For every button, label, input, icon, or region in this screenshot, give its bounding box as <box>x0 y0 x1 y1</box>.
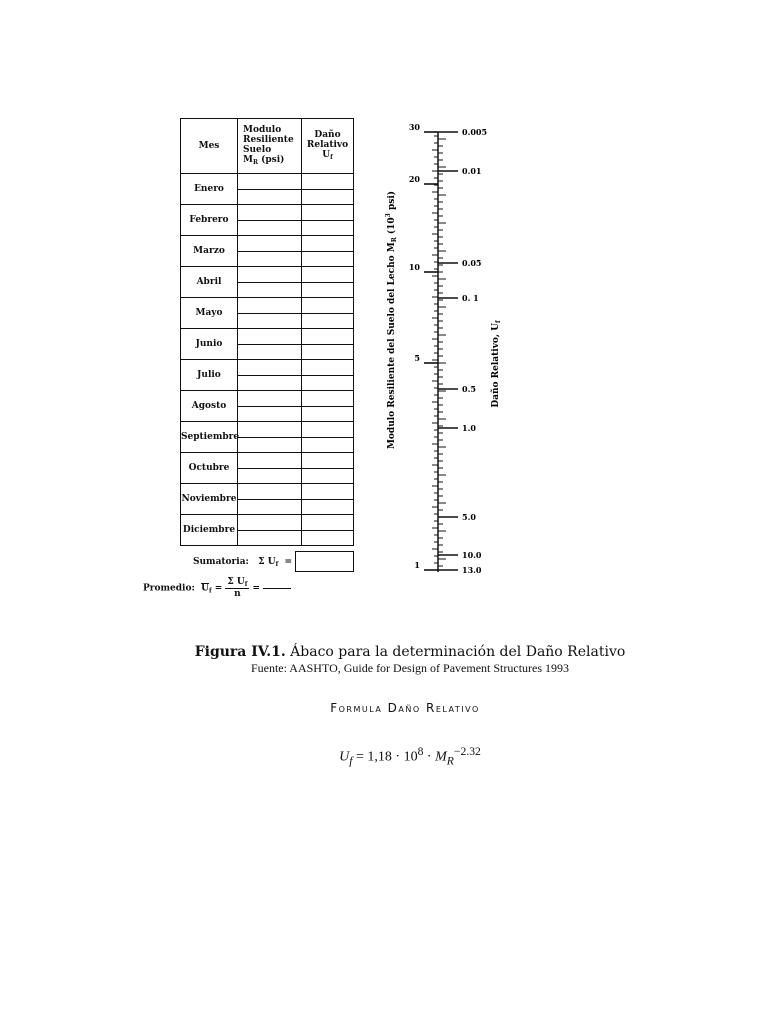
damage-cell <box>302 298 354 314</box>
damage-tick-label: 1.0 <box>462 423 476 433</box>
modulus-tick-label: 20 <box>408 174 420 184</box>
damage-cell <box>302 251 354 267</box>
modulus-cell <box>238 468 302 484</box>
avg-numerator-subscript: f <box>244 581 248 588</box>
month-row <box>181 453 354 469</box>
formula-exponent: 8 <box>417 745 424 758</box>
header-modulus <box>238 119 302 174</box>
month-label: Marzo <box>181 236 238 267</box>
damage-formula <box>300 745 520 767</box>
month-label: Octubre <box>181 453 238 484</box>
month-label: Enero <box>181 174 238 205</box>
modulus-cell <box>238 282 302 298</box>
damage-cell <box>302 174 354 190</box>
formula-coefficient: = 1,18 · 10 <box>356 749 418 765</box>
modulus-cell <box>238 530 302 546</box>
damage-cell <box>302 189 354 205</box>
month-row <box>181 484 354 500</box>
month-row <box>181 360 354 376</box>
modulus-cell <box>238 298 302 314</box>
month-label: Junio <box>181 329 238 360</box>
month-label: Agosto <box>181 391 238 422</box>
table-body <box>181 174 354 546</box>
modulus-cell <box>238 220 302 236</box>
modulus-tick-label: 5 <box>414 353 420 363</box>
sum-value-box <box>295 551 354 572</box>
modulus-scale <box>409 122 438 570</box>
month-row <box>181 329 354 345</box>
header-modulus-symbol: M <box>243 154 253 165</box>
modulus-cell <box>238 391 302 407</box>
damage-cell <box>302 313 354 329</box>
damage-cell <box>302 437 354 453</box>
sum-equals: = <box>284 557 293 567</box>
damage-cell <box>302 267 354 283</box>
damage-tick-label: 0.5 <box>462 384 476 394</box>
header-modulus-unit: (psi) <box>261 154 285 165</box>
modulus-cell <box>238 267 302 283</box>
damage-cell <box>302 515 354 531</box>
modulus-cell <box>238 515 302 531</box>
header-damage-subscript: f <box>330 153 333 161</box>
avg-equals-2: = <box>252 583 261 594</box>
month-row <box>181 236 354 252</box>
damage-tick-label: 5.0 <box>462 512 476 522</box>
modulus-cell <box>238 422 302 438</box>
modulus-cell <box>238 205 302 221</box>
header-damage <box>302 119 354 174</box>
damage-tick-label: 0.05 <box>462 258 482 268</box>
month-label: Julio <box>181 360 238 391</box>
header-modulus-line1: Modulo <box>243 124 282 135</box>
header-modulus-line2: Resiliente <box>243 134 294 145</box>
formula-u-subscript: f <box>349 754 353 768</box>
avg-symbol: $\overline{U}$ <box>201 583 209 594</box>
damage-cell <box>302 530 354 546</box>
modulus-tick-label: 1 <box>414 560 420 570</box>
month-row <box>181 205 354 221</box>
sum-subscript: f <box>275 561 279 568</box>
damage-axis-title: Daño Relativo, $U_f$ <box>491 320 502 408</box>
formula-m: M <box>435 749 447 765</box>
month-row <box>181 174 354 190</box>
avg-label: Promedio: <box>143 583 195 594</box>
average-formula <box>143 577 291 599</box>
damage-tick-label: 13.0 <box>462 565 482 575</box>
month-label: Diciembre <box>181 515 238 546</box>
modulus-cell <box>238 251 302 267</box>
modulus-cell <box>238 484 302 500</box>
formula-title: Formula Daño Relativo <box>330 701 480 715</box>
figure-source: Fuente: AASHTO, Guide for Design of Pavement Structures 1993 <box>250 661 570 675</box>
modulus-cell <box>238 189 302 205</box>
header-month-label: Mes <box>198 141 220 151</box>
month-row <box>181 267 354 283</box>
formula-m-subscript: R <box>446 754 454 768</box>
modulus-cell <box>238 236 302 252</box>
modulus-axis-title: Modulo Resiliente del Suelo del Lecho $M_R$ ($10^3$ psi) <box>385 190 398 450</box>
damage-cell <box>302 375 354 391</box>
damage-tick-label: 0.005 <box>462 127 488 137</box>
avg-symbol-subscript: f <box>208 587 212 595</box>
month-label: Mayo <box>181 298 238 329</box>
month-label: Febrero <box>181 205 238 236</box>
header-modulus-subscript: R <box>252 158 258 166</box>
modulus-cell <box>238 406 302 422</box>
damage-cell <box>302 391 354 407</box>
modulus-cell <box>238 174 302 190</box>
month-row <box>181 515 354 531</box>
avg-fraction <box>225 577 249 599</box>
month-label: Abril <box>181 267 238 298</box>
damage-scale <box>438 127 487 575</box>
damage-cell <box>302 484 354 500</box>
avg-numerator <box>225 577 249 589</box>
modulus-cell <box>238 360 302 376</box>
modulus-cell <box>238 453 302 469</box>
damage-cell <box>302 499 354 515</box>
figure-caption <box>150 644 670 660</box>
avg-numerator-text: Σ U <box>227 577 245 587</box>
formula-u: U <box>339 749 350 765</box>
damage-cell <box>302 406 354 422</box>
damage-cell <box>302 329 354 345</box>
damage-tick-label: 0. 1 <box>462 293 479 303</box>
month-row <box>181 391 354 407</box>
modulus-tick-label: 30 <box>408 122 420 132</box>
avg-equals: = <box>214 583 223 594</box>
modulus-cell <box>238 329 302 345</box>
modulus-cell <box>238 313 302 329</box>
damage-cell <box>302 360 354 376</box>
damage-cell <box>302 236 354 252</box>
damage-cell <box>302 282 354 298</box>
damage-tick-label: 10.0 <box>462 550 482 560</box>
month-row <box>181 422 354 438</box>
damage-cell <box>302 453 354 469</box>
month-label: Noviembre <box>181 484 238 515</box>
modulus-tick-label: 10 <box>408 262 420 272</box>
sum-label <box>193 557 292 568</box>
month-row <box>181 298 354 314</box>
header-modulus-line3: Suelo <box>243 144 272 155</box>
damage-cell <box>302 220 354 236</box>
header-damage-line2: Relativo <box>306 139 349 150</box>
nomograph <box>380 120 520 580</box>
modulus-cell <box>238 375 302 391</box>
sum-label-text: Sumatoria: <box>193 557 249 567</box>
monthly-damage-table <box>180 118 354 546</box>
damage-tick-label: 0.01 <box>462 166 482 176</box>
damage-cell <box>302 422 354 438</box>
formula-dot: · <box>423 749 436 765</box>
modulus-cell <box>238 437 302 453</box>
avg-result-line <box>263 588 291 589</box>
damage-cell <box>302 205 354 221</box>
sum-expression: Σ U <box>258 557 276 567</box>
month-label: Septiembre <box>181 422 238 453</box>
header-damage-symbol: U <box>322 149 331 160</box>
damage-cell <box>302 344 354 360</box>
formula-m-exponent: −2.32 <box>453 745 481 758</box>
caption-text: Ábaco para la determinación del Daño Relativo <box>285 644 626 660</box>
header-damage-line1: Daño <box>314 129 341 140</box>
modulus-cell <box>238 344 302 360</box>
table-header-row <box>181 119 354 174</box>
avg-denominator: n <box>234 589 241 599</box>
modulus-cell <box>238 499 302 515</box>
damage-cell <box>302 468 354 484</box>
caption-label: Figura IV.1. <box>194 644 286 660</box>
header-month <box>181 119 238 174</box>
